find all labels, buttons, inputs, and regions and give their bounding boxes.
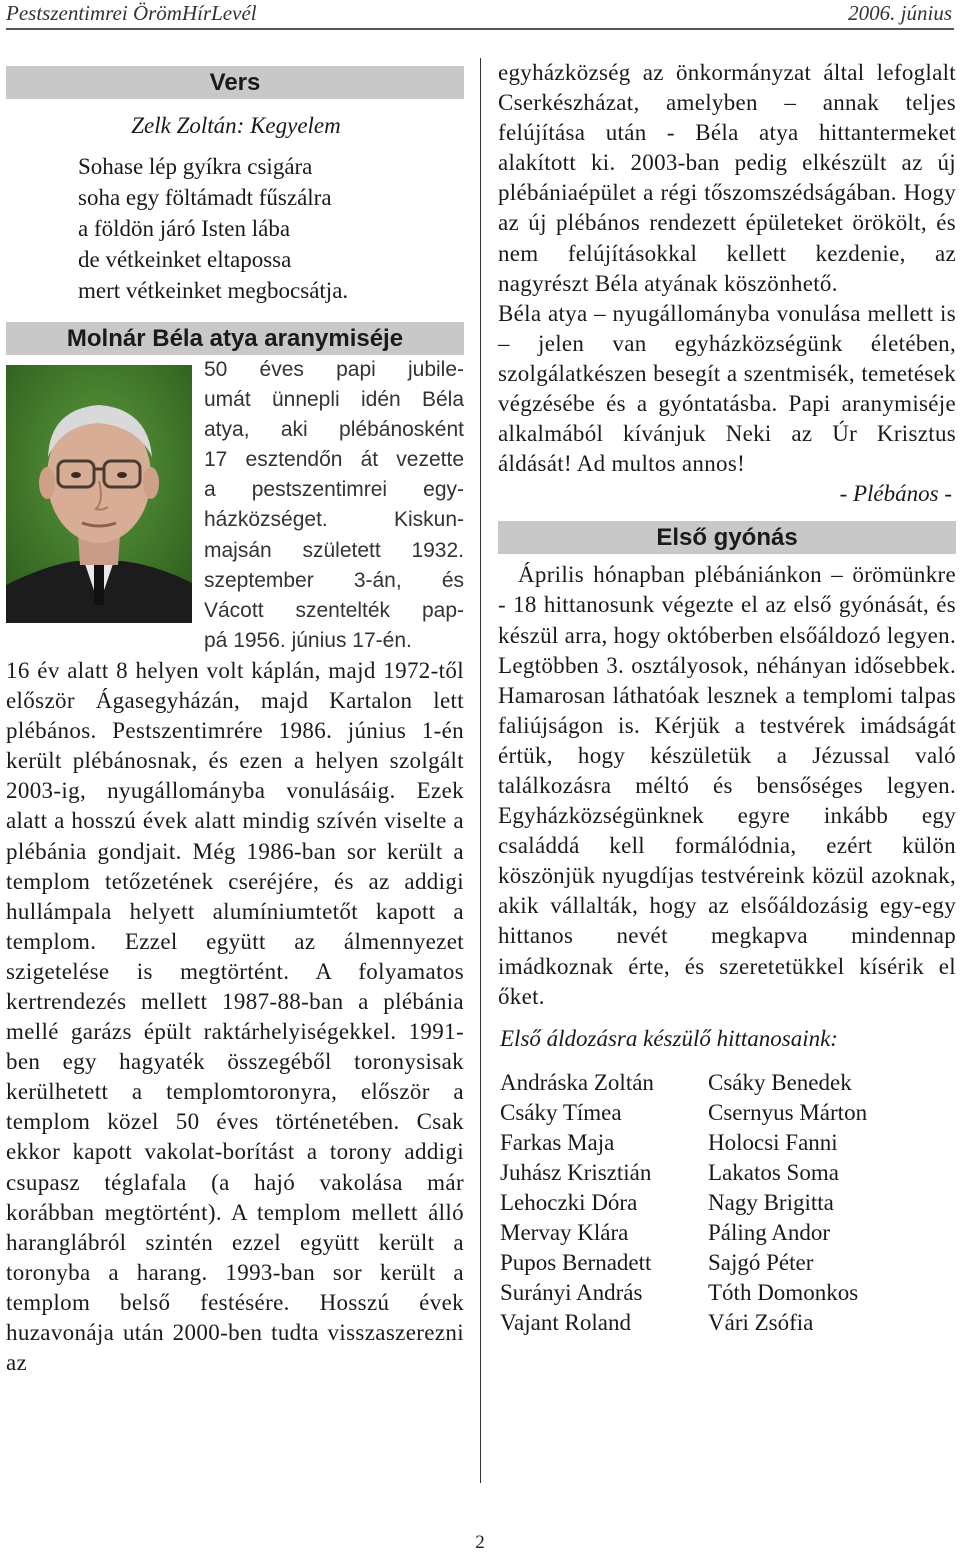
article-continued: egyházközség az önkormányzat által lefoglalt Cserkészházat, amelyben – annak teljes felújítása után - Béla atya hittantermeket alakított ki. 2003-ban pedig elkészült az új plébániaépület a régi tőszomszédságában. Hogy az új plébános rendezett épületeket örökölt, és nem felújításokkal kellett kezdenie, az nagyrészt Béla atyának köszönhető. — [498, 60, 956, 296]
section-heading-gyonas: Első gyónás — [498, 521, 956, 554]
intro-line: majsán született 1932. — [204, 538, 464, 562]
list-item: Vári Zsófia — [708, 1310, 814, 1336]
names-column-1 — [498, 1068, 708, 1339]
poem-line: mert vétkeinket megbocsátja. — [78, 278, 349, 303]
intro-line: a pestszentimrei egy- — [204, 478, 464, 502]
list-item: Csernyus Márton — [708, 1099, 868, 1125]
list-item: Vajant Roland — [500, 1310, 631, 1336]
list-item: Tóth Domonkos — [708, 1280, 859, 1306]
intro-line: atya, aki plébánosként — [204, 418, 464, 442]
intro-line: 50 éves papi jubile- — [204, 358, 464, 381]
poem-title: Zelk Zoltán: Kegyelem — [131, 113, 341, 138]
portrait-photo — [6, 365, 192, 623]
list-item: Pupos Bernadett — [500, 1250, 652, 1276]
poem-line: soha egy föltámadt fűszálra — [78, 185, 332, 210]
poem-line: de vétkeinket eltapossa — [78, 247, 292, 272]
issue-date: 2006. június — [848, 1, 952, 25]
left-column — [6, 66, 464, 1378]
article-closing: Béla atya – nyugállományba vonulása mellett is – jelen van egyházközségünk életében, szolgálatkészen besegít a szentmisék, temetések végzésébe és a gyóntatásba. Papi aranymiséje alkalmából kívánjuk Neki az Úr Krisztus áldását! Ad multos annos! — [498, 300, 956, 477]
list-item: Csáky Tímea — [500, 1099, 622, 1125]
list-item: Farkas Maja — [500, 1129, 615, 1155]
list-item: Páling Andor — [708, 1220, 831, 1246]
list-item: Juhász Krisztián — [500, 1160, 652, 1185]
section-heading-molnar: Molnár Béla atya aranymiséje — [6, 322, 464, 355]
article-molnar — [6, 355, 464, 1378]
intro-line: 17 esztendőn át vezette — [204, 448, 464, 472]
list-item: Csáky Benedek — [708, 1069, 852, 1095]
gyonas-body: Április hónapban plébániánkon – örömünkre - 18 hittanosunk végezte el az első gyónását, és készül arra, hogy októberben elsőáldozó legyen. Legtöbben 3. osztályosok, néhányan idősebbek. Hamarosan láthatóak lesznek a templomi talpas faliújságon is. Kérjük a testvérek imádságát értük, hogy készületük a Jézussal való találkozásra méltó és bensőséges legyen. Egyházközségünknek egyre inkább egy családdá kell formálódnia, ezért külön köszönjük nyugdíjas testvéreink közül azoknak, akik vállalták, hogy az elsőáldozásig egy-egy hittanos nevét megkapva mindennap imádkoznak érte, és szeretetükkel kísérik el őket. — [498, 562, 956, 1009]
page-header — [6, 0, 954, 30]
names-list-title: Első áldozásra készülő hittanosaink: — [500, 1025, 838, 1051]
list-item: Holocsi Fanni — [708, 1129, 838, 1155]
list-item: Andráska Zoltán — [500, 1069, 654, 1095]
article-signature: - Plébános - — [839, 481, 952, 507]
intro-line: pá 1956. június 17-én. — [204, 628, 412, 652]
intro-line: házközséget. Kiskun- — [204, 508, 464, 532]
page-number: 2 — [475, 1532, 485, 1553]
poem — [78, 151, 464, 306]
poem-line: Sohase lép gyíkra csigára — [78, 154, 313, 179]
right-column — [498, 58, 956, 1339]
newsletter-title: Pestszentimrei ÖrömHírLevél — [6, 1, 257, 25]
list-item: Lakatos Soma — [708, 1160, 839, 1185]
article-body: 16 év alatt 8 helyen volt káplán, majd 1972-től először Ágasegyházán, majd Kartalon lett plébános. Pestszentimrére 1986. június 1-én került plébánosnak, és ezen a helyen szolgált 2003-ig, nyugállományba vonulásáig. Ezek alatt a hosszú évek alatt mindig szívén viselte a plébánia gondjait. Még 1986-ban sor került a templom tetőzetének cseréjére, és az addigi hullámpala helyett alumíniumtetőt kapott a templom. Ezzel együtt az álmennyezet szigetelése is megtörtént. A folyamatos kertrendezés mellett 1987-88-ban a plébánia mellé garázs épült raktárhelyiségekkel. 1991-ben egy hagyaték összegéből toronysisak kerülhetett a templomtoronyra, először a templom közel 50 éves történetében. Csak ekkor kapott vakolat-borítást a torony addigi csupasz téglafala (a hajó vakolása már korábban megtörtént). A templom mellett álló haranglábról szintén ezzel együtt került a toronyba a harang. 1993-ban sor került a templom belső festésére. Hosszú évek huzavonája után 2000-ben tudta visszaszerezni az — [6, 657, 464, 1376]
names-list — [498, 1068, 956, 1339]
portrait-illustration — [6, 365, 192, 623]
list-item: Nagy Brigitta — [708, 1190, 834, 1216]
list-item: Surányi András — [500, 1280, 643, 1306]
section-heading-vers: Vers — [6, 66, 464, 99]
intro-line: umát ünnepli idén Béla — [204, 388, 464, 412]
list-item: Sajgó Péter — [708, 1250, 814, 1276]
names-column-2 — [708, 1068, 948, 1339]
list-item: Mervay Klára — [500, 1220, 629, 1246]
column-divider — [480, 58, 481, 1483]
intro-line: szeptember 3-án, és — [204, 568, 464, 592]
poem-line: a földön járó Isten lába — [78, 216, 291, 241]
intro-line: Vácott szentelték pap- — [204, 598, 464, 622]
list-item: Lehoczki Dóra — [500, 1190, 638, 1216]
